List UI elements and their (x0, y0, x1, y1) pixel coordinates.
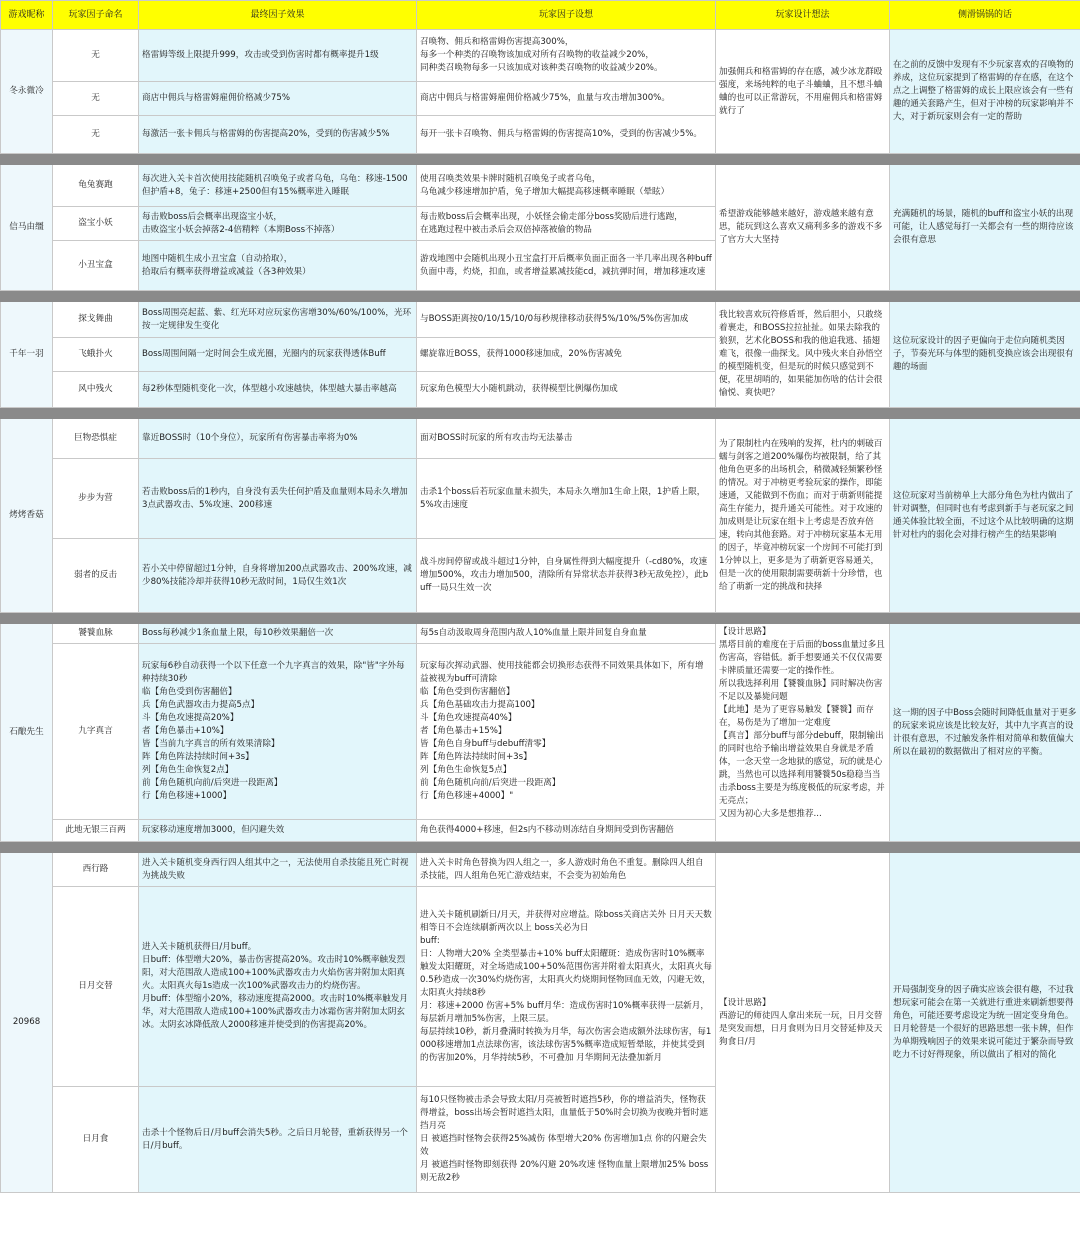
table-row (1, 30, 1080, 82)
table-row (1, 302, 1080, 338)
final-effect: 商店中佣兵与格雷姆雇佣价格减少75% (139, 82, 417, 116)
table-row (1, 165, 1080, 207)
final-effect: 玩家每6秒自动获得一个以下任意一个九字真言的效果，除"皆"字外每种持续30秒 临【角色受到伤害翻倍】 兵【角色武器攻击力提高5点】 斗【角色攻速提高20%】 者【角色暴击+10%】 皆【当前九字真言的所有效果清除】 阵【角色阵法持续时间+3s】 列【角色生命恢复2点】 前【角色随机向前/后突进一段距离】 行【角色移速+1000】 (139, 644, 417, 820)
design-thought-text: 【设计思路】 黑塔目前的难度在于后面的boss血量过多且伤害高，容错低。新手想要通关不仅仅需要卡牌质量还需要一定的操作性。 所以我选择利用【饕餮血脉】同时解决伤害不足以及暴毙问题 【此地】是为了更容易触发【饕餮】而存在，易伤是为了增加一定难度 【真言】部分buff与部分debuff，限制输出的同时也给予输出增益效果自身就是矛盾体，一念天堂一念地狱的感觉，玩的就是心跳，当然也可以选择利用饕餮50s稳稳当当击杀boss主要是为练度极低的玩家考虑，并无亮点； 又因为初心大多是想推荐... (719, 627, 885, 819)
player-idea: 商店中佣兵与格雷姆雇佣价格减少75%，血量与攻击增加300%。 (417, 82, 716, 116)
final-effect: 地图中随机生成小丑宝盒（自动拾取）， 拾取后有概率获得增益或减益（各3种效果） (139, 241, 417, 291)
final-effect: 每击败boss后会概率出现盗宝小妖， 击败盗宝小妖会掉落2-4倍精粹（本期Boss不掉落） (139, 207, 417, 241)
factor-name: 盗宝小妖 (53, 207, 139, 241)
player-idea: 召唤物、佣兵和格雷姆伤害提高300%， 每多一个种类的召唤物该加成对所有召唤物的收益减少20%， 同种类召唤物每多一只该加成对该种类召唤物的收益减少20%。 (417, 30, 716, 82)
factor-name: 无 (53, 116, 139, 154)
factor-name: 西行路 (53, 853, 139, 887)
header-final-effect: 最终因子效果 (139, 1, 417, 30)
player-idea: 每击败boss后会概率出现，小妖怪会偷走部分boss奖励后进行逃跑， 在逃跑过程中被击杀后会双倍掉落被偷的物品 (417, 207, 716, 241)
final-effect: 若小关中停留超过1分钟，自身将增加200点武器攻击、200%攻速，减少80%技能冷却并获得10秒无敌时间，1局仅生效1次 (139, 539, 417, 613)
design-thought: 为了限制杜内在残响的发挥，杜内的刺破百蠕与剑客之道200%爆伤均被限制，给了其他角色更多的出场机会，稍微减轻频繁秒怪的情况。对于冲榜更考验玩家的操作，即能速通，又能做到不伤血；而对于萌新则能提高生存能力，提升通关可能性。对于攻速的加成则是让玩家在组卡上考虑是否放弃倍速，转向其他套路。对于冲榜玩家基本无用的因子，毕竟冲榜玩家一个房间不可能打到1分钟以上，更多是为了萌新更容易通关，但是一次的使用限制需要萌新十分珍惜，也给了萌新一定的挑战和抉择 (716, 419, 890, 613)
player-name: 冬永微冷 (1, 30, 53, 154)
factor-name: 步步为营 (53, 459, 139, 539)
final-effect: 每2秒体型随机变化一次，体型越小攻速越快，体型越大暴击率越高 (139, 372, 417, 408)
player-idea: 与BOSS距离按0/10/15/10/0每秒规律移动获得5%/10%/5%伤害加成 (417, 302, 716, 338)
header-nickname: 游戏昵称 (1, 1, 53, 30)
player-idea: 每10只怪物被击杀会导致太阳/月亮被暂时遮挡5秒，你的增益消失，怪物获得增益，boss出场会暂时遮挡太阳，血量低于50%时会切换为夜晚并暂时遮挡月亮 日 被遮挡时怪物会获得25%减伤 体型增大20% 伤害增加1点 你的闪避会失效 月 被遮挡时怪物即刻获得 20%闪避 20%攻速 怪物血量上限增加25% boss则无敌2秒 (417, 1087, 716, 1193)
final-effect: 格雷姆等级上限提升999，攻击或受到伤害时都有概率提升1级 (139, 30, 417, 82)
final-effect: 击杀十个怪物后日/月buff会消失5秒。之后日月轮替，重新获得另一个日/月buff。 (139, 1087, 417, 1193)
factor-name: 日月交替 (53, 887, 139, 1087)
final-effect: 每激活一张卡佣兵与格雷姆的伤害提高20%，受到的伤害减少5% (139, 116, 417, 154)
table-row (1, 853, 1080, 887)
factor-name: 巨物恐惧症 (53, 419, 139, 459)
player-idea: 角色获得4000+移速，但2s内不移动则冻结自身期间受到伤害翻倍 (417, 820, 716, 842)
factor-name: 九字真言 (53, 644, 139, 820)
player-name: 石酿先生 (1, 624, 53, 842)
comment: 充满随机的场景，随机的buff和盗宝小妖的出现可能，让人感觉每打一关都会有一些的期待应该会很有意思 (890, 165, 1080, 291)
player-idea: 使用召唤类效果卡牌时随机召唤兔子或者乌龟， 乌龟减少移速增加护盾，兔子增加大幅提高移速概率睡眠（晕眩） (417, 165, 716, 207)
table-row (1, 624, 1080, 644)
factor-name: 龟兔赛跑 (53, 165, 139, 207)
group-separator (1, 408, 1080, 419)
group-separator (1, 154, 1080, 165)
factor-name: 飞蛾扑火 (53, 338, 139, 372)
player-idea: 每开一张卡召唤物、佣兵与格雷姆的伤害提高10%，受到的伤害减少5%。 (417, 116, 716, 154)
final-effect: 进入关卡随机变身西行四人组其中之一，无法使用自杀技能且死亡时视为挑战失败 (139, 853, 417, 887)
final-effect: 若击败boss后的1秒内，自身没有丢失任何护盾及血量则本局永久增加3点武器攻击、5%攻速、200移速 (139, 459, 417, 539)
factor-name: 探戈舞曲 (53, 302, 139, 338)
final-effect: 玩家移动速度增加3000，但闪避失效 (139, 820, 417, 842)
final-effect: Boss周围间隔一定时间会生成光圈，光圈内的玩家获得透体Buff (139, 338, 417, 372)
table-row (1, 419, 1080, 459)
header-comment: 侧滑锅锅的话 (890, 1, 1080, 30)
group-separator (1, 613, 1080, 624)
design-thought: 我比较喜欢玩符修盾哥，然后胆小，只敢绕着裹走，和BOSS拉拉扯扯。如果去除我的狼狈，艺术化BOSS和我的他追我逃、插翅难飞，很像一曲探戈。风中残火来自孙悟空的模型随机变，但是玩的时候只感觉到不便，花里胡哨的，如果能加伤啥的估计会很愉悦、爽快吧？ (716, 302, 890, 408)
factor-name: 无 (53, 82, 139, 116)
design-thought: 【设计思路】 西游记的师徒四人拿出来玩一玩，日月交替是突发而想，日月食则为日月交替延伸及天狗食日/月 (716, 853, 890, 1193)
player-idea: 战斗房间停留或战斗超过1分钟，自身属性得到大幅度提升（-cd80%，攻速增加500%，攻击力增加500，清除所有异常状态并获得3秒无敌免控），此buff一局只生效一次 (417, 539, 716, 613)
factor-name: 日月食 (53, 1087, 139, 1193)
group-separator (1, 842, 1080, 853)
factor-name: 弱者的反击 (53, 539, 139, 613)
group-separator (1, 291, 1080, 302)
player-idea: 进入关卡时角色替换为四人组之一，多人游戏时角色不重复。删除四人组自杀技能，四人组角色死亡游戏结束，不会变为初始角色 (417, 853, 716, 887)
header-factor-name: 玩家因子命名 (53, 1, 139, 30)
player-idea: 每5s自动汲取周身范围内敌人10%血量上限并回复自身血量 (417, 624, 716, 644)
design-thought: 希望游戏能够越来越好，游戏越来越有意思，能玩到这么喜欢又痛利多多的游戏不多了官方大大坚持 (716, 165, 890, 291)
player-name: 20968 (1, 853, 53, 1193)
player-idea: 进入关卡随机刷新日/月天，并获得对应增益。除boss关商店关外 日月天天数相等日不会连续刷新两次以上 boss关必为日 buff: 日：人物增大20% 全类型暴击+10% buff太阳耀斑：造成伤害时10%概率触发太阳耀斑，对全场造成100+50%范围伤害并附着太阳真火，太阳真火每0.5秒造成一次30%灼烧伤害，太阳真火灼烧期间怪物回血无效，闪避无效，太阳真火持续8秒 月：移速+2000 伤害+5% buff月华：造成伤害时10%概率获得一层新月，每层新月增加5%伤害，上限三层。 每层持续10秒，新月叠满时转换为月华，每次伤害会造成额外法球伤害，每1000移速增加1点法球伤害，该法球伤害5%概率造成短暂晕眩，并使其受到的伤害加20%，月华持续5秒，不可叠加 月华期间无法叠加新月 (417, 887, 716, 1087)
comment: 这位玩家设计的因子更偏向于走位向随机类因子，节奏光环与体型的随机变换应该会出现很有趣的场面 (890, 302, 1080, 408)
design-thought (716, 624, 890, 842)
player-name: 信马由缰 (1, 165, 53, 291)
player-name: 千年一羽 (1, 302, 53, 408)
player-idea: 面对BOSS时玩家的所有攻击均无法暴击 (417, 419, 716, 459)
factor-name: 风中残火 (53, 372, 139, 408)
factor-name: 无 (53, 30, 139, 82)
header-player-idea: 玩家因子设想 (417, 1, 716, 30)
comment: 这一期的因子中Boss会随时间降低血量对于更多的玩家来说应该是比较友好，其中九字真言的设计很有意思，不过触发条件相对简单和数值偏大所以在最初的数据做出了相对应的平衡。 (890, 624, 1080, 842)
factor-name: 小丑宝盒 (53, 241, 139, 291)
final-effect: 进入关卡随机获得日/月buff。 日buff：体型增大20%，暴击伤害提高20%。攻击时10%概率触发烈阳，对大范围敌人造成100+100%武器攻击力火焰伤害并附加太阳真火。太阳真火每1s造成一次100%武器攻击力的灼烧伤害。 月buff：体型缩小20%，移动速度提高2000。攻击时10%概率触发月华，对大范围敌人造成100+100%武器攻击力冰霜伤害并附加太阴玄冰。太阴玄冰降低敌人2000移速并使受到的伤害提高20%。 (139, 887, 417, 1087)
comment: 这位玩家对当前榜单上大部分角色为杜内做出了针对调整，但同时也有考虑到新手与老玩家之间通关体验比较全面，不过这个从比较明确的这期针对杜内的弱化会对排行榜产生的结果影响 (890, 419, 1080, 613)
final-effect: 每次进入关卡首次使用技能随机召唤兔子或者乌龟，乌龟：移速-1500但护盾+8，兔子：移速+2500但有15%概率进入睡眠 (139, 165, 417, 207)
factor-name: 此地无银三百两 (53, 820, 139, 842)
player-name: 烤烤香菇 (1, 419, 53, 613)
player-idea: 玩家每次挥动武器、使用技能都会切换形态获得不同效果具体如下，所有增益被视为buff可清除 临【角色受到伤害翻倍】 兵【角色基础攻击力提高100】 斗【角色攻速提高40%】 者【角色暴击+15%】 皆【角色自身buff与debuff清零】 阵【角色阵法持续时间+3s】 列【角色生命恢复5点】 前【角色随机向前/后突进一段距离】 行【角色移速+4000】" (417, 644, 716, 820)
header-design-thought: 玩家设计想法 (716, 1, 890, 30)
design-thought: 加强佣兵和格雷姆的存在感，减少冰龙群殴强度，来场纯粹的电子斗蛐蛐，且不想斗蛐蛐的也可以正常游玩，不用雇佣兵和格雷姆就行了 (716, 30, 890, 154)
player-idea: 螺旋靠近BOSS，获得1000移速加成，20%伤害减免 (417, 338, 716, 372)
final-effect: Boss每秒减少1条血量上限，每10秒效果翻倍一次 (139, 624, 417, 644)
player-idea: 玩家角色模型大小随机跳动，获得模型比例爆伤加成 (417, 372, 716, 408)
factor-name: 饕餮血脉 (53, 624, 139, 644)
final-effect: 靠近BOSS时（10个身位），玩家所有伤害暴击率将为0% (139, 419, 417, 459)
comment: 在之前的反馈中发现有不少玩家喜欢的召唤物的养成，这位玩家提到了格雷姆的存在感，在这个点之上调整了格雷姆的成长上限应该会有一些有趣的通关套路产生，但对于冲榜的玩家影响并不大，对于新玩家则会有一定的帮助 (890, 30, 1080, 154)
comment: 开局强制变身的因子确实应该会很有趣，不过我想玩家可能会在第一关就进行重进来刷新想要得角色，可能还要考虑设定为统一固定变身角色。日月轮替是一个很好的思路思想一张卡牌，但作为单期残响因子的效果来说可能过于繁杂而导致吃力不讨好得现象，所以做出了相对的简化 (890, 853, 1080, 1193)
final-effect: Boss周围亮起蓝、紫、红光环对应玩家伤害增30%/60%/100%，光环按一定规律发生变化 (139, 302, 417, 338)
header-row (1, 1, 1080, 30)
player-idea: 游戏地图中会随机出现小丑宝盒打开后概率负面正面各一半几率出现各种buff负面中毒，灼烧，扣血，或者增益累减技能cd，减抗弹时间，增加移速攻速 (417, 241, 716, 291)
player-idea: 击杀1个boss后若玩家血量未损失，本局永久增加1生命上限，1护盾上限，5%攻击速度 (417, 459, 716, 539)
